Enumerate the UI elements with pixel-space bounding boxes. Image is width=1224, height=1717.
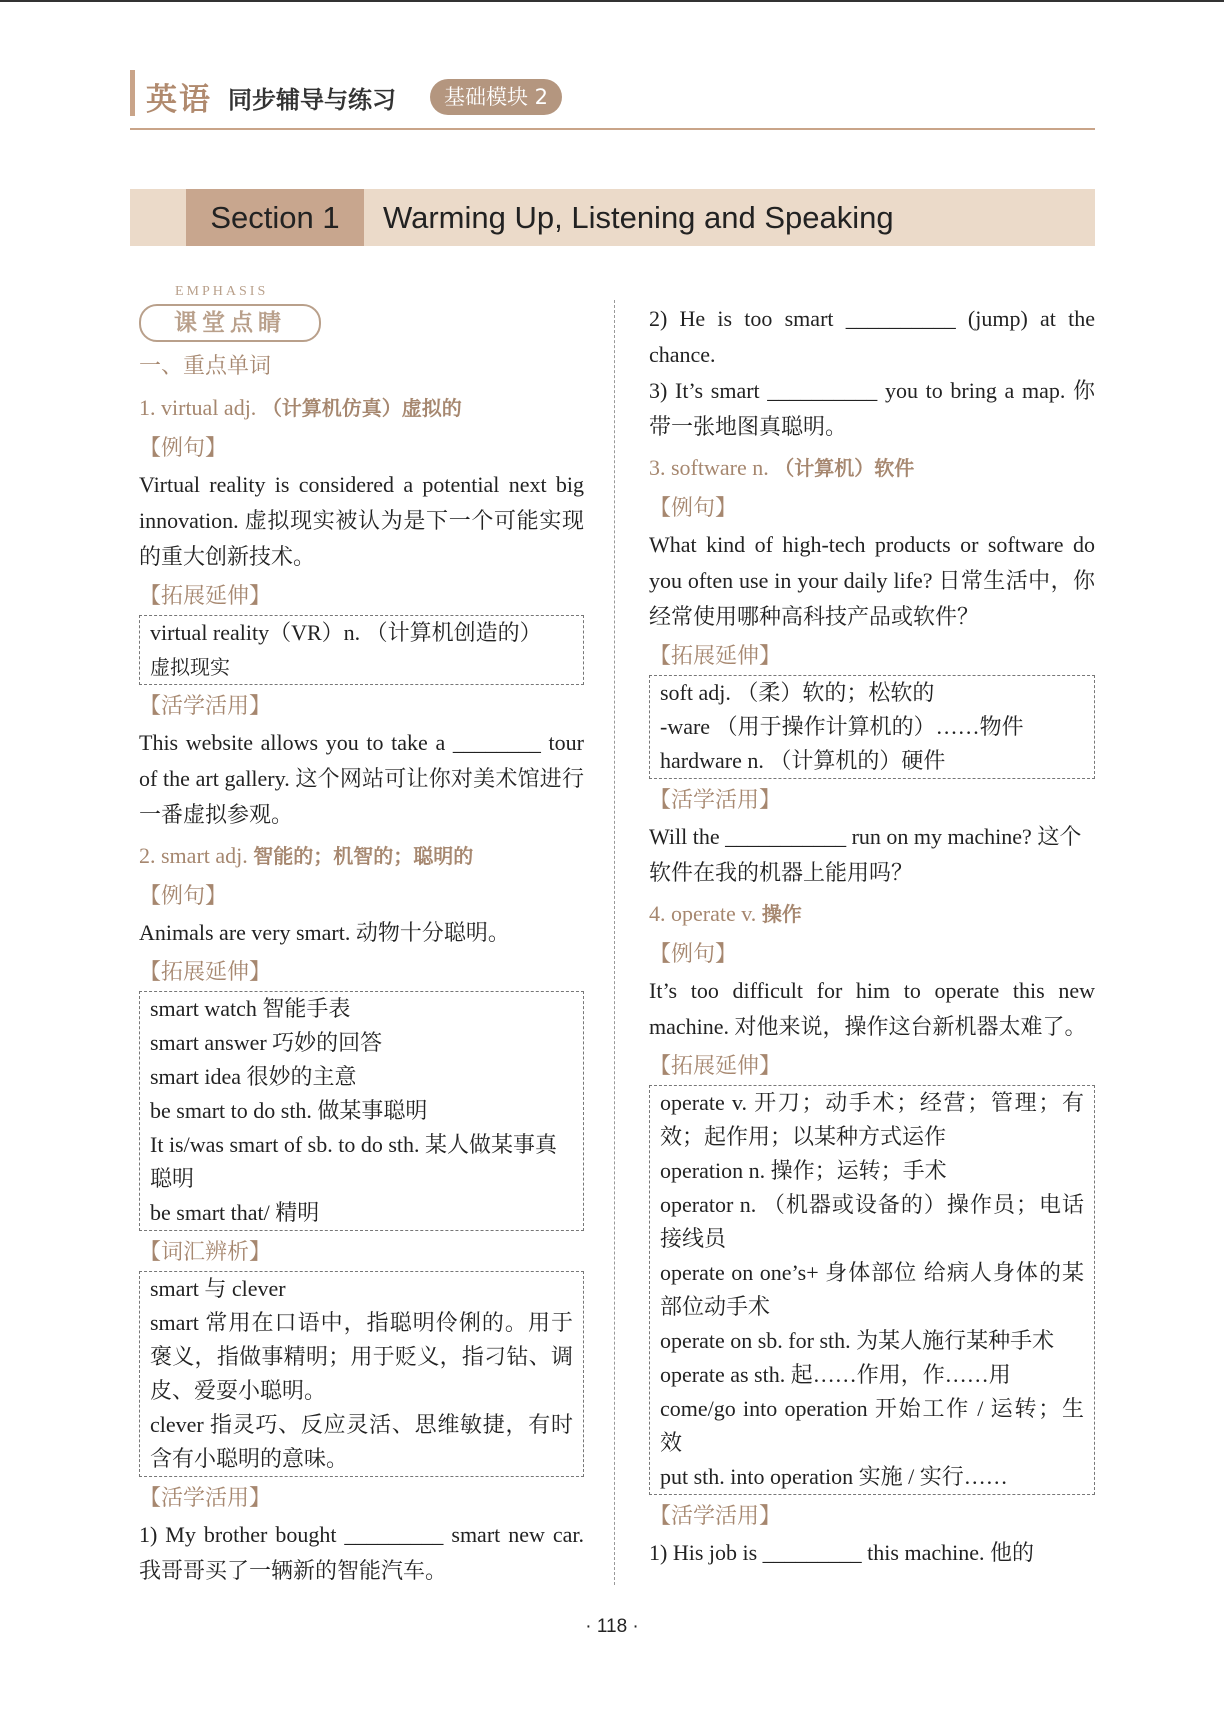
section-number: Section 1: [186, 189, 364, 246]
category-heading: 一、重点单词: [139, 354, 272, 379]
practice-tag: 【活学活用】: [649, 788, 782, 813]
extension-tag: 【拓展延伸】: [139, 584, 272, 609]
extension-line: operate as sth. 起……作用，作……用: [660, 1362, 1011, 1387]
extension-line: hardware n. （计算机的）硬件: [660, 748, 946, 773]
emphasis-label-en: EMPHASIS: [175, 284, 269, 299]
extension-line: operate on sb. for sth. 为某人施行某种手术: [660, 1328, 1055, 1353]
example-text: What kind of high-tech products or software do you often use in your daily life? 日常生活中，你经常使用哪种高科技产品或软件？: [649, 532, 1095, 629]
word-heading-smart: [139, 837, 584, 875]
extension-box: [139, 615, 584, 685]
extension-tag: 【拓展延伸】: [649, 1054, 782, 1079]
extension-tag: 【拓展延伸】: [649, 644, 782, 669]
word-smart-meaning: 智能的；机智的；聪明的: [253, 844, 474, 868]
example-tag: 【例句】: [139, 436, 228, 461]
header-subject: 英语: [146, 82, 212, 118]
extension-line: -ware （用于操作计算机的）……物件: [660, 714, 1024, 739]
practice-tag: 【活学活用】: [139, 694, 272, 719]
extension-line: operate v. 开刀；动手术；经营；管理；有效；起作用；以某种方式运作: [660, 1090, 1084, 1149]
word-operate-meaning: 操作: [761, 902, 802, 926]
practice-text: Will the ___________ run on my machine? 这个软件在我的机器上能用吗？: [649, 824, 1082, 885]
word-virtual-meaning: （计算机仿真）虚拟的: [261, 396, 462, 420]
practice-text: 1) His job is _________ this machine. 他的: [649, 1540, 1034, 1565]
extension-line: come/go into operation 开始工作 / 运转；生效: [660, 1396, 1084, 1455]
extension-tag: 【拓展延伸】: [139, 960, 272, 985]
word-heading-virtual: [139, 389, 584, 427]
comparison-box: [139, 1271, 584, 1477]
comparison-tag: 【词汇辨析】: [139, 1240, 272, 1265]
header-badge: 基础模块 2: [430, 79, 562, 115]
practice-item-1: 1) My brother bought _________ smart new car. 我哥哥买了一辆新的智能汽车。: [139, 1522, 584, 1583]
extension-line: It is/was smart of sb. to do sth. 某人做某事真聪明: [150, 1132, 557, 1191]
extension-line: be smart to do sth. 做某事聪明: [150, 1098, 428, 1123]
extension-box: [649, 675, 1095, 779]
left-column: [139, 349, 584, 1589]
word-heading-software: [649, 449, 1095, 487]
extension-line: smart idea 很妙的主意: [150, 1064, 357, 1089]
extension-line: operator n. （机器或设备的）操作员；电话接线员: [660, 1192, 1084, 1251]
page-number: · 118 ·: [585, 1616, 639, 1637]
extension-line: put sth. into operation 实施 / 实行……: [660, 1464, 1008, 1489]
practice-tag: 【活学活用】: [649, 1504, 782, 1529]
example-tag: 【例句】: [139, 884, 228, 909]
column-divider: [614, 300, 615, 1585]
right-column: [649, 301, 1095, 1571]
extension-box: [649, 1085, 1095, 1495]
word-virtual-pos: 1. virtual adj.: [139, 395, 257, 420]
practice-text: This website allows you to take a ________ tour of the art gallery. 这个网站可让你对美术馆进行一番虚拟参观。: [139, 730, 584, 827]
section-title: Warming Up, Listening and Speaking: [383, 200, 894, 235]
extension-line: smart answer 巧妙的回答: [150, 1030, 383, 1055]
header-accent-bar: [130, 70, 135, 116]
header-rule: [130, 128, 1095, 130]
section-banner: [130, 189, 1095, 246]
extension-line: operate on one’s+ 身体部位 给病人身体的某部位动手术: [660, 1260, 1084, 1319]
example-tag: 【例句】: [649, 942, 738, 967]
word-operate-pos: 4. operate v.: [649, 901, 757, 926]
extension-line: virtual reality（VR）n. （计算机创造的）: [150, 620, 542, 645]
page-header: [130, 66, 1095, 132]
practice-tag: 【活学活用】: [139, 1486, 272, 1511]
word-software-pos: 3. software n.: [649, 455, 769, 480]
comparison-line: smart 与 clever: [150, 1276, 286, 1301]
top-border: [0, 0, 1224, 2]
header-subtitle: 同步辅导与练习: [228, 86, 396, 114]
practice-item-2: 2) He is too smart __________ (jump) at the chance.: [649, 306, 1095, 367]
comparison-line: clever 指灵巧、反应灵活、思维敏捷，有时含有小聪明的意味。: [150, 1412, 573, 1471]
extension-line: soft adj. （柔）软的；松软的: [660, 680, 935, 705]
word-software-meaning: （计算机）软件: [774, 456, 915, 480]
extension-box: [139, 991, 584, 1231]
word-smart-pos: 2. smart adj.: [139, 843, 248, 868]
example-text: Virtual reality is considered a potential next big innovation. 虚拟现实被认为是下一个可能实现的重大创新技术。: [139, 472, 584, 569]
example-text: It’s too difficult for him to operate this new machine. 对他来说，操作这台新机器太难了。: [649, 978, 1095, 1039]
practice-item-3: 3) It’s smart __________ you to bring a map. 你带一张地图真聪明。: [649, 378, 1095, 439]
emphasis-label-cn: 课堂点睛: [139, 304, 321, 342]
extension-line: smart watch 智能手表: [150, 996, 351, 1021]
extension-line: operation n. 操作；运转；手术: [660, 1158, 947, 1183]
comparison-line: smart 常用在口语中，指聪明伶俐的。用于褒义，指做事精明；用于贬义，指刁钻、调皮、爱耍小聪明。: [150, 1310, 573, 1403]
extension-line: be smart that/ 精明: [150, 1200, 320, 1225]
extension-line: 虚拟现实: [150, 655, 230, 679]
example-tag: 【例句】: [649, 496, 738, 521]
word-heading-operate: [649, 895, 1095, 933]
example-text: Animals are very smart. 动物十分聪明。: [139, 920, 510, 945]
